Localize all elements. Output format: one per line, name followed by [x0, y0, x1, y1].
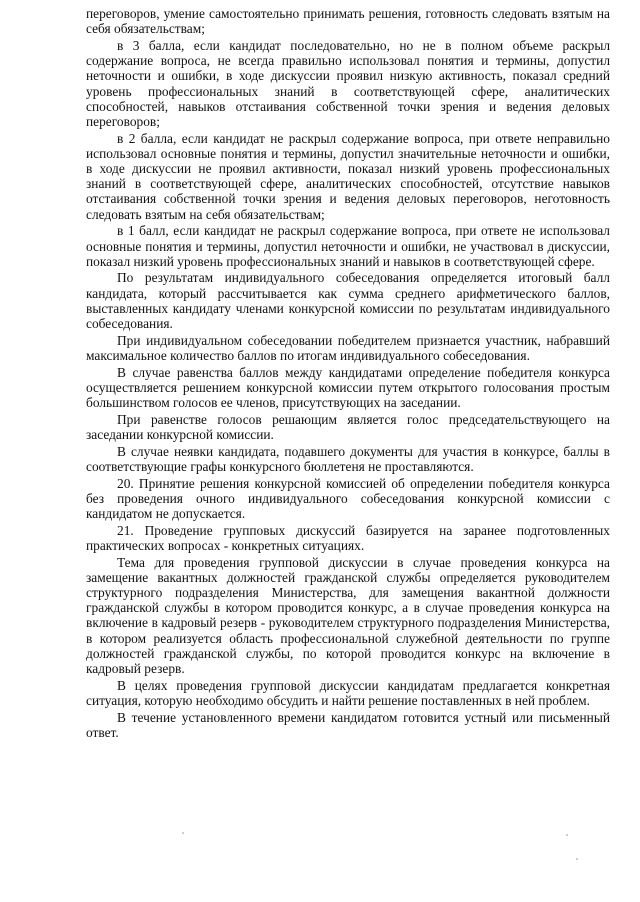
scan-artifact — [182, 832, 184, 834]
paragraph-tie-break: В случае равенства баллов между кандидатами определение победителя конкурса осуществляется решением конкурсной комиссии путем открытого голосования простым большинством голосов ее членов, присутствующих на заседании. — [86, 364, 610, 411]
paragraph-score-2: в 2 балла, если кандидат не раскрыл содержание вопроса, при ответе неправильно использовал основные понятия и термины, допустил значительные неточности и ошибки, в ходе дискуссии не проявил активности, показал низкий уровень профессиональных знаний в соответствующей сфере, аналитических способностей, отсутствие навыков отстаивания собственной точки зрения и ведения деловых переговоров, неготовность следовать взятым на себя обязательствам; — [86, 130, 610, 222]
paragraph-score-3: в 3 балла, если кандидат последовательно, но не в полном объеме раскрыл содержание вопроса, не всегда правильно использовал понятия и термины, допустил неточности и ошибки, в ходе дискуссии проявил низкую активность, показал средний уровень профессиональных знаний в соответствующей сфере, аналитических способностей, навыков отстаивания собственной точки зрения и ведения деловых переговоров; — [86, 37, 610, 129]
paragraph-final-score: По результатам индивидуального собеседования определяется итоговый балл кандидата, который рассчитывается как сумма среднего арифметического баллов, выставленных кандидату членами конкурсной комиссии по результатам индивидуального собеседования. — [86, 270, 610, 332]
paragraph-clause-20: 20. Принятие решения конкурсной комиссией об определении победителя конкурса без проведения очного индивидуального собеседования конкурсной комиссии с кандидатом не допускается. — [86, 475, 610, 521]
paragraph-continuation: переговоров, умение самостоятельно принимать решения, готовность следовать взятым на себя обязательствам; — [86, 6, 610, 37]
paragraph-chair-vote: При равенстве голосов решающим является голос председательствующего на заседании конкурсной комиссии. — [86, 411, 610, 442]
scan-artifact — [576, 858, 578, 860]
paragraph-winner: При индивидуальном собеседовании победителем признается участник, набравший максимальное количество баллов по итогам индивидуального собеседования. — [86, 332, 610, 363]
paragraph-clause-21: 21. Проведение групповых дискуссий базируется на заранее подготовленных практических вопросах - конкретных ситуациях. — [86, 522, 610, 553]
paragraph-no-show: В случае неявки кандидата, подавшего документы для участия в конкурсе, баллы в соответствующие графы конкурсного бюллетеня не проставляются. — [86, 443, 610, 474]
scan-artifact — [566, 834, 568, 836]
paragraph-answer-prep: В течение установленного времени кандидатом готовится устный или письменный ответ. — [86, 709, 610, 740]
document-page — [86, 6, 610, 742]
paragraph-discussion-situation: В целях проведения групповой дискуссии кандидатам предлагается конкретная ситуация, которую необходимо обсудить и найти решение поставленных в ней проблем. — [86, 677, 610, 708]
paragraph-discussion-topic: Тема для проведения групповой дискуссии в случае проведения конкурса на замещение вакантных должностей гражданской службы определяется руководителем структурного подразделения Министерства, для замещения вакантной должности гражданской службы в котором проводится конкурс, а в случае проведения конкурса на включение в кадровый резерв - руководителем структурного подразделения Министерства, в котором реализуется область профессиональной служебной деятельности по группе должностей гражданской службы, по которой проводится конкурс на включение в кадровый резерв. — [86, 554, 610, 677]
paragraph-score-1: в 1 балл, если кандидат не раскрыл содержание вопроса, при ответе не использовал основные понятия и термины, допустил неточности и ошибки, не участвовал в дискуссии, показал низкий уровень профессиональных знаний и навыков в соответствующей сфере. — [86, 223, 610, 269]
